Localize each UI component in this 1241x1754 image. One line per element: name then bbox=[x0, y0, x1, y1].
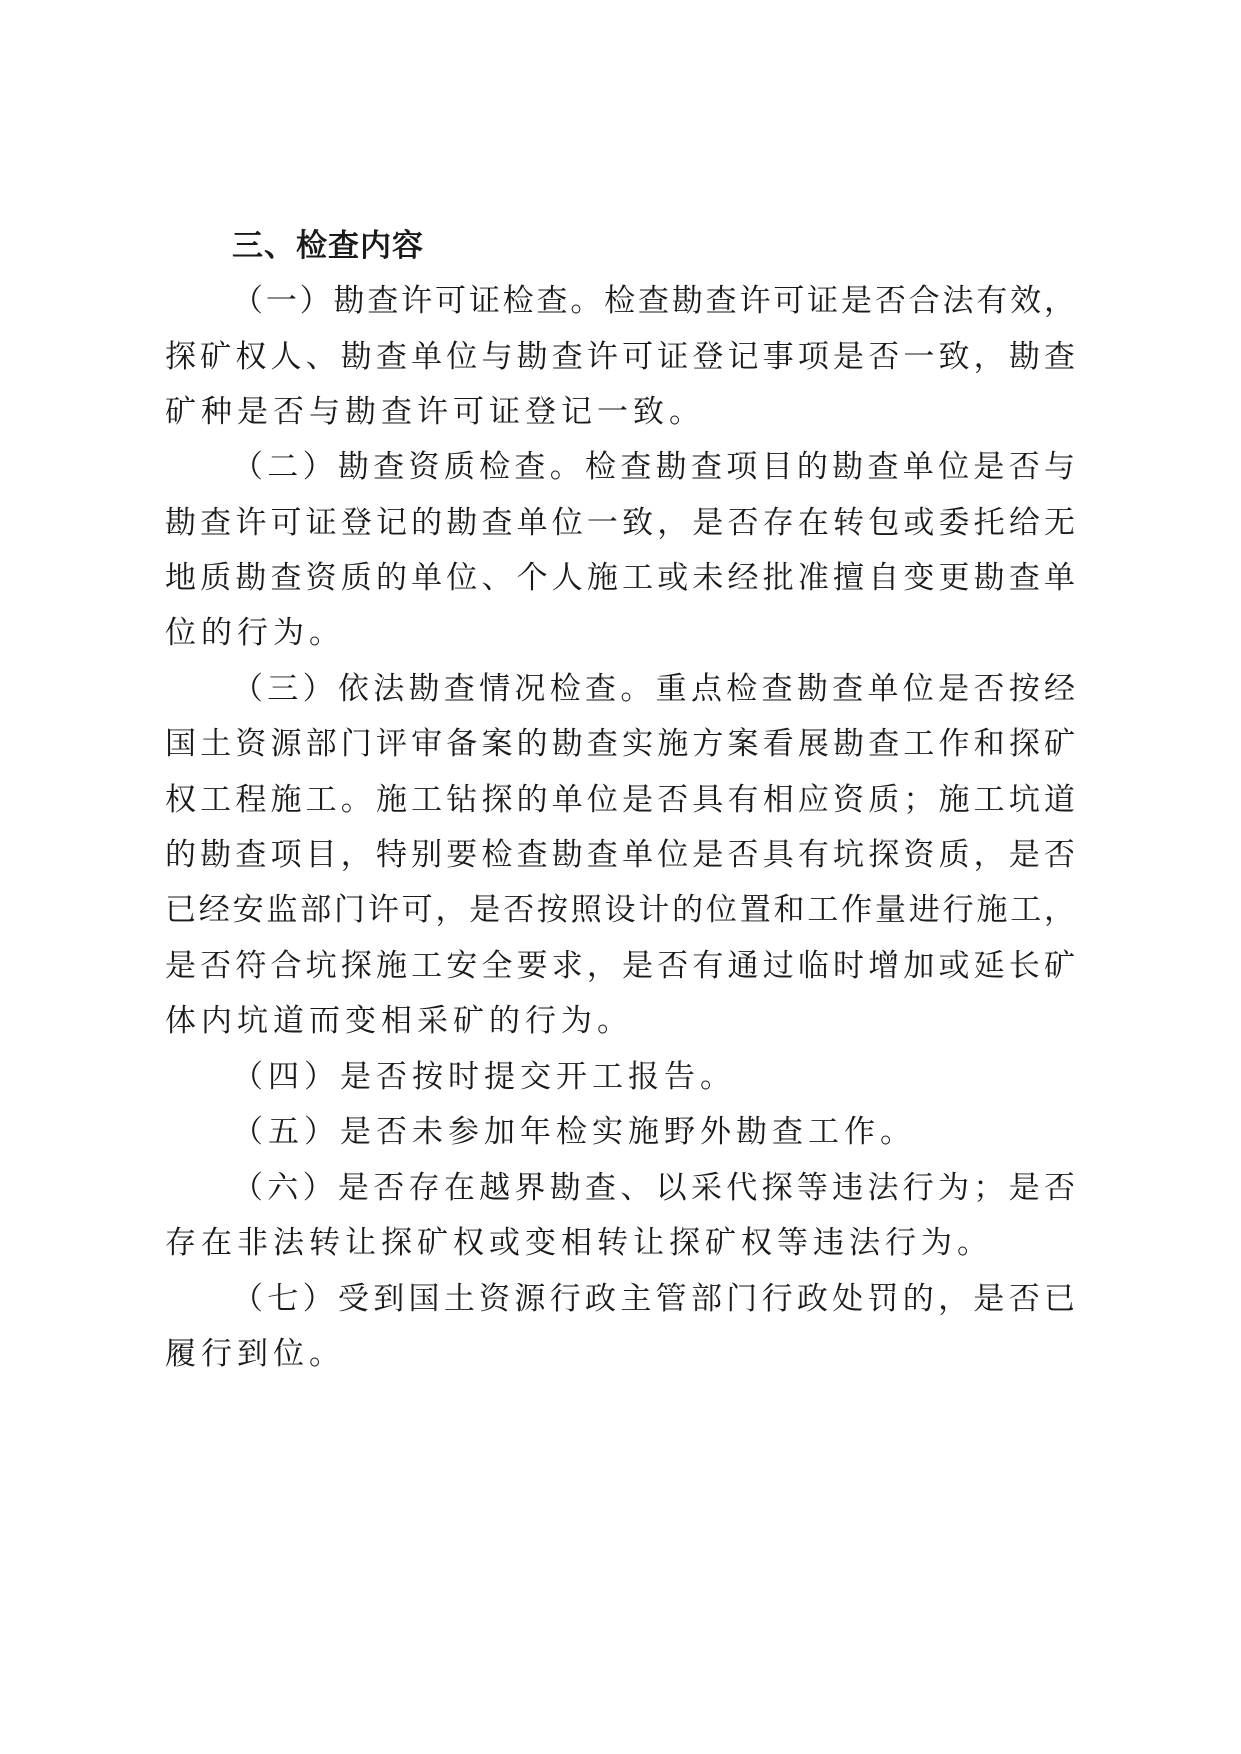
paragraph-4-line-1: （四）是否按时提交开工报告。 bbox=[232, 1059, 736, 1095]
paragraph-2-line-3: 地质勘查资质的单位、个人施工或未经批准擅自变更勘查单 bbox=[165, 560, 1075, 596]
paragraph-3-line-5: 已经安监部门许可，是否按照设计的位置和工作量进行施工， bbox=[165, 892, 1075, 928]
paragraph-3-line-1: （三）依法勘查情况检查。重点检查勘查单位是否按经 bbox=[232, 671, 1075, 707]
paragraph-3-line-3: 权工程施工。施工钻探的单位是否具有相应资质；施工坑道 bbox=[165, 782, 1075, 818]
paragraph-3-line-2: 国土资源部门评审备案的勘查实施方案看展勘查工作和探矿 bbox=[165, 726, 1075, 762]
paragraph-1-line-3: 矿种是否与勘查许可证登记一致。 bbox=[165, 394, 705, 430]
paragraph-6-line-1: （六）是否存在越界勘查、以采代探等违法行为；是否 bbox=[232, 1170, 1075, 1206]
paragraph-1-line-1: （一）勘查许可证检查。检查勘查许可证是否合法有效， bbox=[232, 283, 1075, 319]
paragraph-3-line-6: 是否符合坑探施工安全要求，是否有通过临时增加或延长矿 bbox=[165, 948, 1075, 984]
paragraph-6-line-2: 存在非法转让探矿权或变相转让探矿权等违法行为。 bbox=[165, 1225, 993, 1261]
paragraph-5-line-1: （五）是否未参加年检实施野外勘查工作。 bbox=[232, 1114, 916, 1150]
paragraph-1-line-2: 探矿权人、勘查单位与勘查许可证登记事项是否一致，勘查 bbox=[165, 339, 1075, 375]
section-heading: 三、检查内容 bbox=[232, 228, 424, 264]
paragraph-3-line-7: 体内坑道而变相采矿的行为。 bbox=[165, 1003, 633, 1039]
paragraph-7-line-2: 履行到位。 bbox=[165, 1336, 345, 1372]
paragraph-3-line-4: 的勘查项目，特别要检查勘查单位是否具有坑探资质，是否 bbox=[165, 837, 1075, 873]
paragraph-2-line-2: 勘查许可证登记的勘查单位一致，是否存在转包或委托给无 bbox=[165, 505, 1075, 541]
paragraph-2-line-1: （二）勘查资质检查。检查勘查项目的勘查单位是否与 bbox=[232, 449, 1075, 485]
paragraph-2-line-4: 位的行为。 bbox=[165, 615, 345, 651]
paragraph-7-line-1: （七）受到国土资源行政主管部门行政处罚的，是否已 bbox=[232, 1281, 1075, 1317]
